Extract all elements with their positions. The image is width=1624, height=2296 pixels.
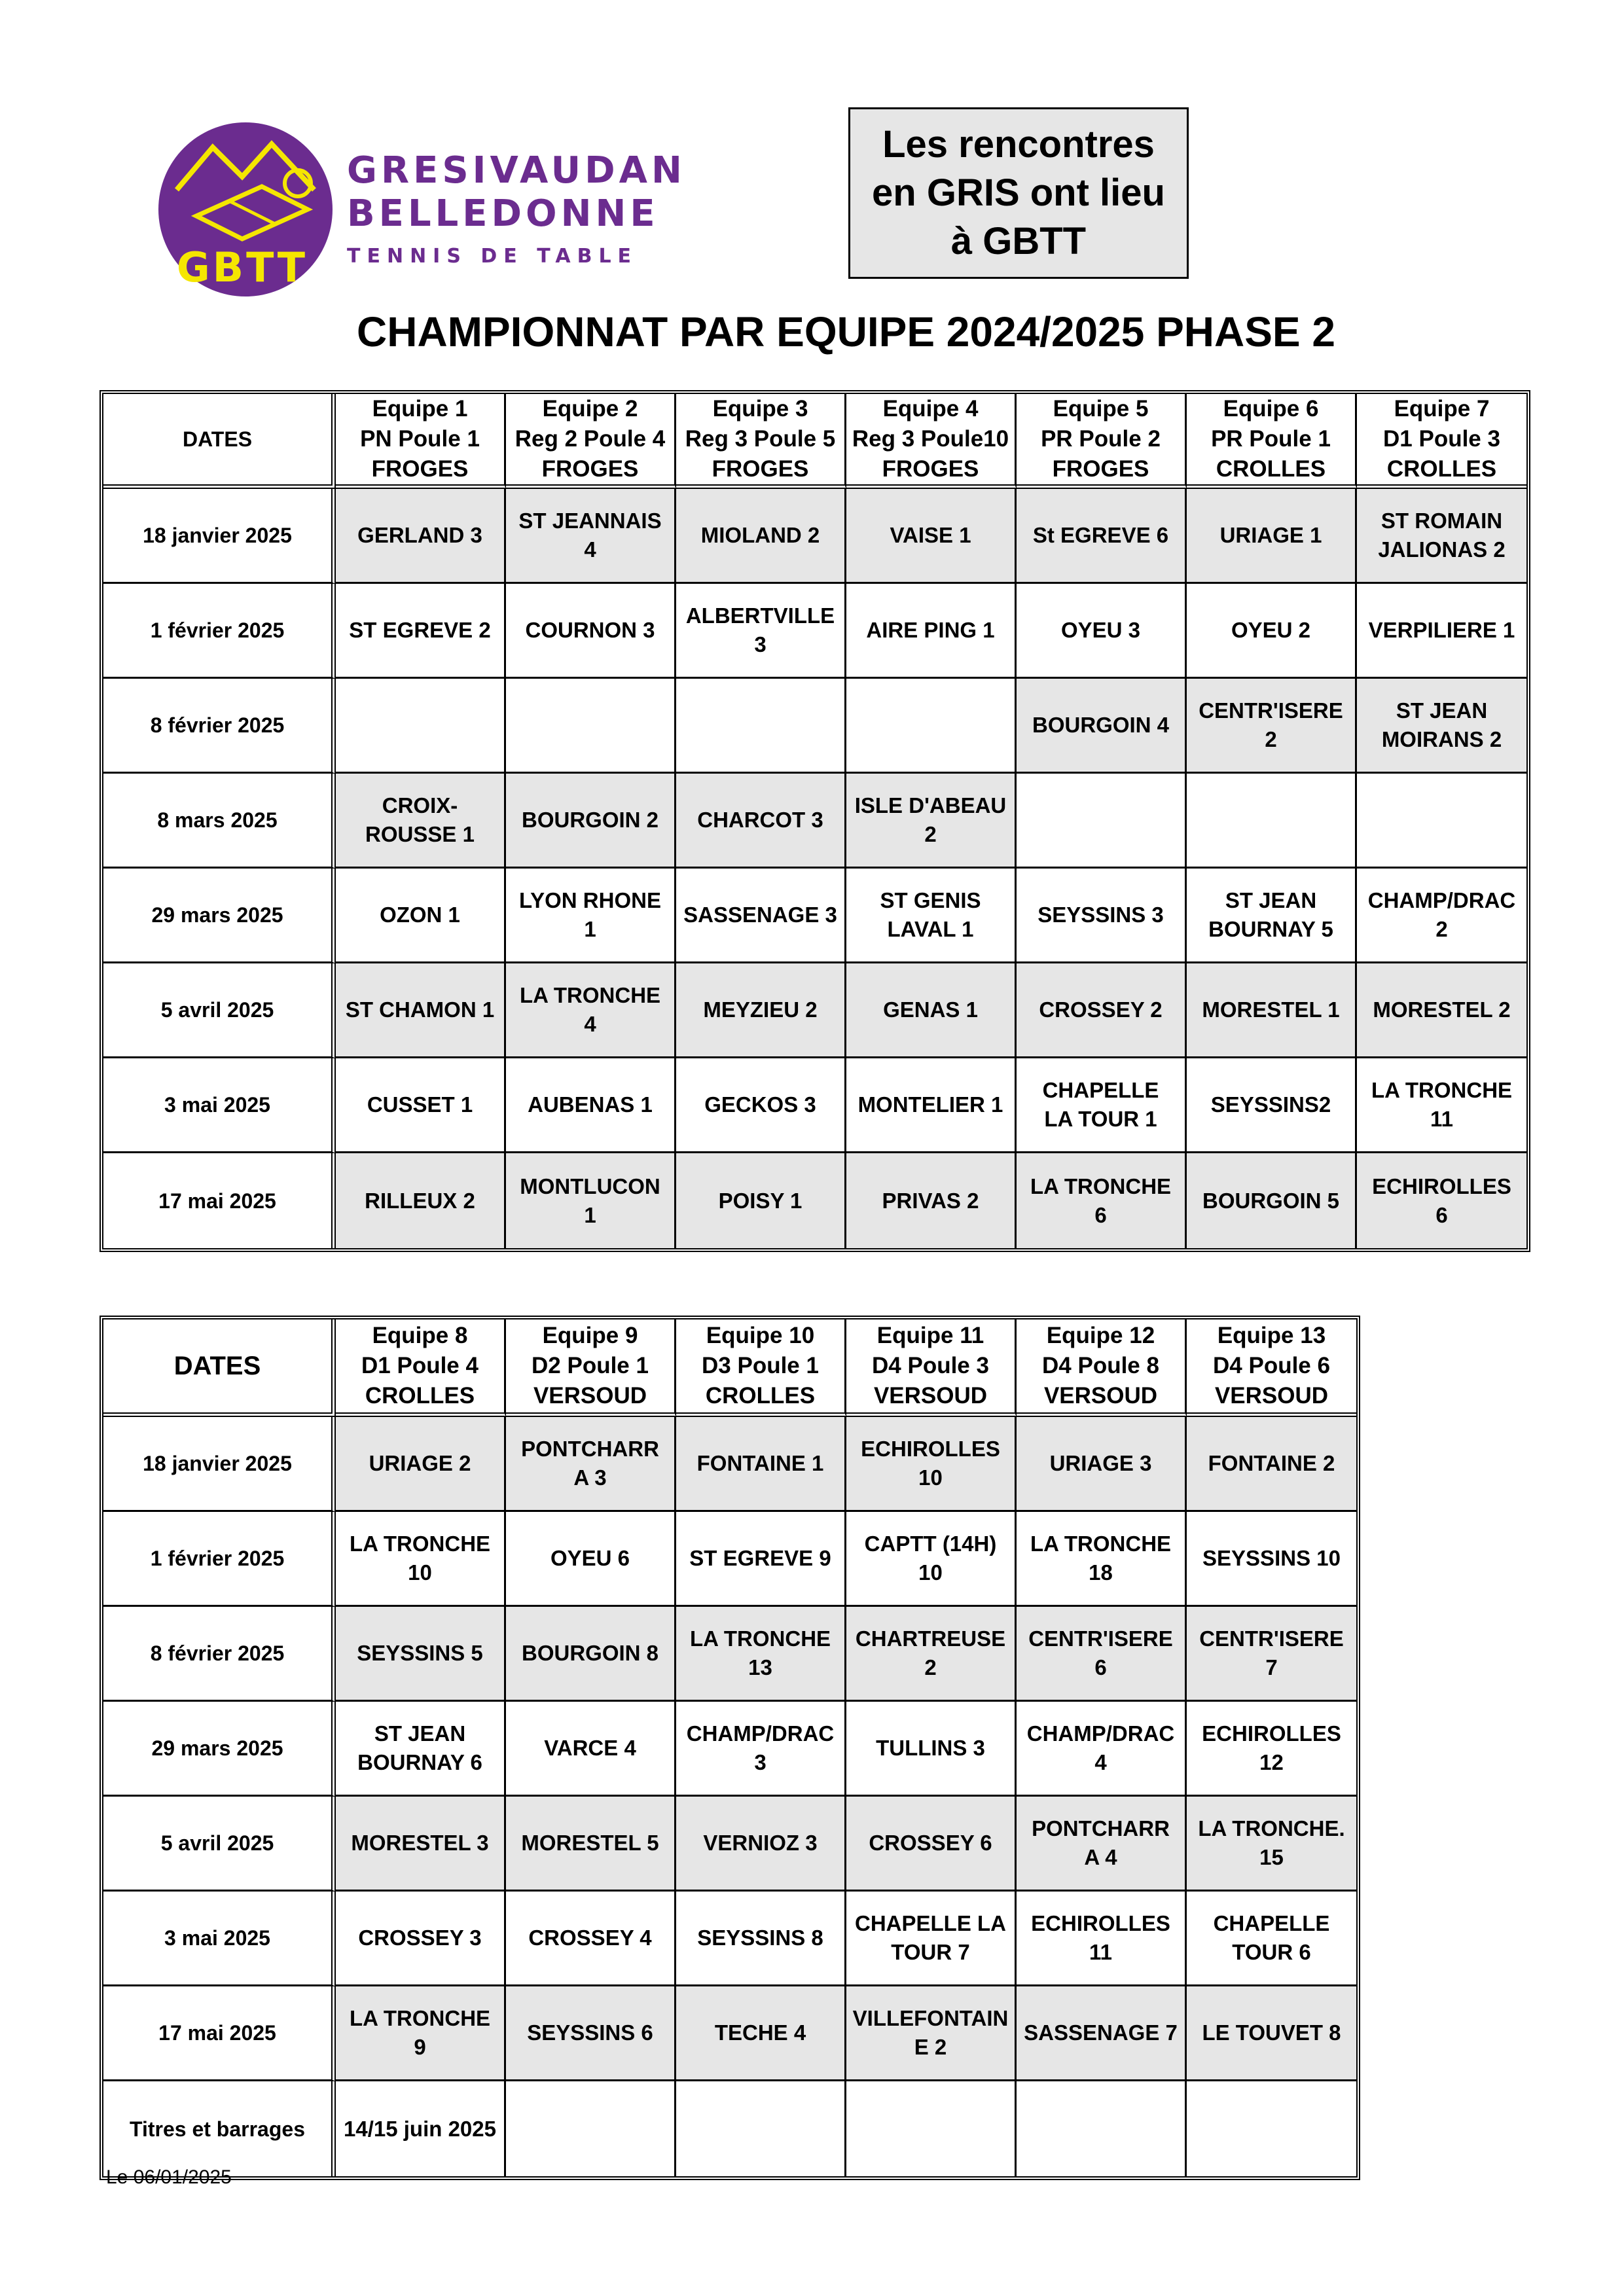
opponent-cell: St EGREVE 6 bbox=[1017, 489, 1187, 584]
opponent-cell: URIAGE 2 bbox=[336, 1417, 506, 1512]
logo-line-3: TENNIS DE TABLE bbox=[347, 245, 638, 268]
opponent-cell: MEYZIEU 2 bbox=[676, 963, 846, 1058]
opponent-cell: TECHE 4 bbox=[676, 1986, 846, 2081]
opponent-cell: MIOLAND 2 bbox=[676, 489, 846, 584]
opponent-cell: CROSSEY 2 bbox=[1017, 963, 1187, 1058]
opponent-cell: SASSENAGE 3 bbox=[676, 869, 846, 963]
opponent-cell: LYON RHONE 1 bbox=[506, 869, 676, 963]
team-header: Equipe 4 Reg 3 Poule10 FROGES bbox=[846, 394, 1017, 489]
opponent-cell: LA TRONCHE 13 bbox=[676, 1607, 846, 1702]
page-title: CHAMPIONNAT PAR EQUIPE 2024/2025 PHASE 2 bbox=[357, 308, 1335, 355]
opponent-cell: OYEU 3 bbox=[1017, 584, 1187, 679]
opponent-cell: CHAPELLE LA TOUR 1 bbox=[1017, 1058, 1187, 1153]
table-row bbox=[103, 1702, 1356, 1797]
table-row bbox=[103, 679, 1526, 774]
opponent-cell: MONTLUCON 1 bbox=[506, 1153, 676, 1248]
match-date: 29 mars 2025 bbox=[103, 869, 336, 963]
opponent-cell: BOURGOIN 2 bbox=[506, 774, 676, 869]
match-date: 8 mars 2025 bbox=[103, 774, 336, 869]
opponent-cell: ST GENIS LAVAL 1 bbox=[846, 869, 1017, 963]
logo-line-1: GRESIVAUDAN bbox=[347, 149, 686, 192]
opponent-cell: LA TRONCHE 9 bbox=[336, 1986, 506, 2081]
opponent-cell: CROSSEY 4 bbox=[506, 1892, 676, 1986]
opponent-cell bbox=[506, 679, 676, 774]
team-header: Equipe 8 D1 Poule 4 CROLLES bbox=[336, 1319, 506, 1417]
opponent-cell: ST JEAN MOIRANS 2 bbox=[1357, 679, 1526, 774]
opponent-cell: CAPTT (14H) 10 bbox=[846, 1512, 1017, 1607]
table-row bbox=[103, 2081, 1356, 2176]
opponent-cell bbox=[676, 2081, 846, 2176]
opponent-cell: SEYSSINS 5 bbox=[336, 1607, 506, 1702]
opponent-cell: SEYSSINS 8 bbox=[676, 1892, 846, 1986]
opponent-cell: COURNON 3 bbox=[506, 584, 676, 679]
opponent-cell: 14/15 juin 2025 bbox=[336, 2081, 506, 2176]
opponent-cell: URIAGE 3 bbox=[1017, 1417, 1187, 1512]
dates-header: DATES bbox=[103, 1319, 336, 1417]
match-date: Titres et barrages bbox=[103, 2081, 336, 2176]
opponent-cell: LA TRONCHE 6 bbox=[1017, 1153, 1187, 1248]
table-row bbox=[103, 584, 1526, 679]
opponent-cell: LA TRONCHE 18 bbox=[1017, 1512, 1187, 1607]
opponent-cell: SEYSSINS 3 bbox=[1017, 869, 1187, 963]
opponent-cell: ST EGREVE 9 bbox=[676, 1512, 846, 1607]
opponent-cell: ST JEANNAIS 4 bbox=[506, 489, 676, 584]
opponent-cell: SEYSSINS2 bbox=[1187, 1058, 1357, 1153]
schedule-table-1 bbox=[99, 390, 1530, 1252]
match-date: 29 mars 2025 bbox=[103, 1702, 336, 1797]
opponent-cell: ST ROMAIN JALIONAS 2 bbox=[1357, 489, 1526, 584]
opponent-cell: ECHIROLLES 10 bbox=[846, 1417, 1017, 1512]
match-date: 3 mai 2025 bbox=[103, 1892, 336, 1986]
opponent-cell: GERLAND 3 bbox=[336, 489, 506, 584]
opponent-cell: OZON 1 bbox=[336, 869, 506, 963]
match-date: 17 mai 2025 bbox=[103, 1986, 336, 2081]
table-row bbox=[103, 869, 1526, 963]
opponent-cell bbox=[1187, 774, 1357, 869]
opponent-cell: ST CHAMON 1 bbox=[336, 963, 506, 1058]
opponent-cell bbox=[846, 679, 1017, 774]
opponent-cell: PONTCHARR A 4 bbox=[1017, 1797, 1187, 1892]
match-date: 5 avril 2025 bbox=[103, 963, 336, 1058]
gbtt-notice-box: Les rencontres en GRIS ont lieu à GBTT bbox=[848, 107, 1189, 279]
opponent-cell: LA TRONCHE. 15 bbox=[1187, 1797, 1356, 1892]
opponent-cell: CROSSEY 3 bbox=[336, 1892, 506, 1986]
match-date: 18 janvier 2025 bbox=[103, 1417, 336, 1512]
opponent-cell: BOURGOIN 8 bbox=[506, 1607, 676, 1702]
opponent-cell: SEYSSINS 10 bbox=[1187, 1512, 1356, 1607]
opponent-cell: MORESTEL 2 bbox=[1357, 963, 1526, 1058]
opponent-cell: VAISE 1 bbox=[846, 489, 1017, 584]
table-row bbox=[103, 489, 1526, 584]
team-header: Equipe 13 D4 Poule 6 VERSOUD bbox=[1187, 1319, 1356, 1417]
opponent-cell: BOURGOIN 4 bbox=[1017, 679, 1187, 774]
team-header: Equipe 9 D2 Poule 1 VERSOUD bbox=[506, 1319, 676, 1417]
opponent-cell: GECKOS 3 bbox=[676, 1058, 846, 1153]
opponent-cell: CHAMP/DRAC 2 bbox=[1357, 869, 1526, 963]
opponent-cell: CROSSEY 6 bbox=[846, 1797, 1017, 1892]
opponent-cell: ST EGREVE 2 bbox=[336, 584, 506, 679]
opponent-cell: LA TRONCHE 11 bbox=[1357, 1058, 1526, 1153]
opponent-cell: ST JEAN BOURNAY 5 bbox=[1187, 869, 1357, 963]
table-row bbox=[103, 1986, 1356, 2081]
opponent-cell: ECHIROLLES 6 bbox=[1357, 1153, 1526, 1248]
logo-wordmark bbox=[347, 149, 686, 268]
opponent-cell bbox=[1017, 2081, 1187, 2176]
opponent-cell: OYEU 2 bbox=[1187, 584, 1357, 679]
team-header: Equipe 1 PN Poule 1 FROGES bbox=[336, 394, 506, 489]
opponent-cell: CHAMP/DRAC 4 bbox=[1017, 1702, 1187, 1797]
opponent-cell: CROIX- ROUSSE 1 bbox=[336, 774, 506, 869]
table-row bbox=[103, 1892, 1356, 1986]
opponent-cell: TULLINS 3 bbox=[846, 1702, 1017, 1797]
table-row bbox=[103, 774, 1526, 869]
team-header: Equipe 6 PR Poule 1 CROLLES bbox=[1187, 394, 1357, 489]
team-header: Equipe 7 D1 Poule 3 CROLLES bbox=[1357, 394, 1526, 489]
opponent-cell: ECHIROLLES 11 bbox=[1017, 1892, 1187, 1986]
logo-emblem-icon bbox=[151, 118, 347, 301]
opponent-cell bbox=[846, 2081, 1017, 2176]
match-date: 8 février 2025 bbox=[103, 679, 336, 774]
opponent-cell: VERNIOZ 3 bbox=[676, 1797, 846, 1892]
opponent-cell: LA TRONCHE 10 bbox=[336, 1512, 506, 1607]
opponent-cell: FONTAINE 1 bbox=[676, 1417, 846, 1512]
opponent-cell: CHAPELLE LA TOUR 7 bbox=[846, 1892, 1017, 1986]
opponent-cell: CENTR'ISERE 6 bbox=[1017, 1607, 1187, 1702]
svg-text:GBTT: GBTT bbox=[176, 243, 308, 291]
opponent-cell: URIAGE 1 bbox=[1187, 489, 1357, 584]
opponent-cell: LA TRONCHE 4 bbox=[506, 963, 676, 1058]
opponent-cell: OYEU 6 bbox=[506, 1512, 676, 1607]
opponent-cell: MORESTEL 1 bbox=[1187, 963, 1357, 1058]
opponent-cell: FONTAINE 2 bbox=[1187, 1417, 1356, 1512]
team-header: Equipe 3 Reg 3 Poule 5 FROGES bbox=[676, 394, 846, 489]
match-date: 1 février 2025 bbox=[103, 1512, 336, 1607]
opponent-cell: ST JEAN BOURNAY 6 bbox=[336, 1702, 506, 1797]
opponent-cell: CUSSET 1 bbox=[336, 1058, 506, 1153]
opponent-cell bbox=[1357, 774, 1526, 869]
opponent-cell: VARCE 4 bbox=[506, 1702, 676, 1797]
opponent-cell bbox=[676, 679, 846, 774]
table-header-row bbox=[103, 1319, 1356, 1417]
opponent-cell: MORESTEL 3 bbox=[336, 1797, 506, 1892]
opponent-cell: ISLE D'ABEAU 2 bbox=[846, 774, 1017, 869]
opponent-cell bbox=[1187, 2081, 1356, 2176]
opponent-cell: ECHIROLLES 12 bbox=[1187, 1702, 1356, 1797]
table-row bbox=[103, 963, 1526, 1058]
opponent-cell: SEYSSINS 6 bbox=[506, 1986, 676, 2081]
schedule-table-2 bbox=[99, 1316, 1360, 2180]
opponent-cell: AIRE PING 1 bbox=[846, 584, 1017, 679]
logo-line-2: BELLEDONNE bbox=[347, 192, 659, 235]
match-date: 18 janvier 2025 bbox=[103, 489, 336, 584]
table-row bbox=[103, 1058, 1526, 1153]
opponent-cell: AUBENAS 1 bbox=[506, 1058, 676, 1153]
team-header: Equipe 10 D3 Poule 1 CROLLES bbox=[676, 1319, 846, 1417]
club-logo bbox=[151, 118, 686, 301]
table-row bbox=[103, 1417, 1356, 1512]
opponent-cell: CENTR'ISERE 7 bbox=[1187, 1607, 1356, 1702]
opponent-cell: CENTR'ISERE 2 bbox=[1187, 679, 1357, 774]
match-date: 1 février 2025 bbox=[103, 584, 336, 679]
dates-header: DATES bbox=[103, 394, 336, 489]
opponent-cell: VILLEFONTAIN E 2 bbox=[846, 1986, 1017, 2081]
opponent-cell bbox=[506, 2081, 676, 2176]
opponent-cell: PRIVAS 2 bbox=[846, 1153, 1017, 1248]
match-date: 17 mai 2025 bbox=[103, 1153, 336, 1248]
table-row bbox=[103, 1797, 1356, 1892]
opponent-cell: CHARCOT 3 bbox=[676, 774, 846, 869]
opponent-cell: PONTCHARR A 3 bbox=[506, 1417, 676, 1512]
team-header: Equipe 2 Reg 2 Poule 4 FROGES bbox=[506, 394, 676, 489]
opponent-cell: CHAPELLE TOUR 6 bbox=[1187, 1892, 1356, 1986]
opponent-cell bbox=[336, 679, 506, 774]
opponent-cell: CHAMP/DRAC 3 bbox=[676, 1702, 846, 1797]
match-date: 8 février 2025 bbox=[103, 1607, 336, 1702]
table-row bbox=[103, 1607, 1356, 1702]
opponent-cell: POISY 1 bbox=[676, 1153, 846, 1248]
opponent-cell: LE TOUVET 8 bbox=[1187, 1986, 1356, 2081]
table-row bbox=[103, 1512, 1356, 1607]
team-header: Equipe 12 D4 Poule 8 VERSOUD bbox=[1017, 1319, 1187, 1417]
opponent-cell: GENAS 1 bbox=[846, 963, 1017, 1058]
team-header: Equipe 11 D4 Poule 3 VERSOUD bbox=[846, 1319, 1017, 1417]
opponent-cell bbox=[1017, 774, 1187, 869]
opponent-cell: CHARTREUSE 2 bbox=[846, 1607, 1017, 1702]
match-date: 3 mai 2025 bbox=[103, 1058, 336, 1153]
opponent-cell: SASSENAGE 7 bbox=[1017, 1986, 1187, 2081]
opponent-cell: ALBERTVILLE 3 bbox=[676, 584, 846, 679]
opponent-cell: VERPILIERE 1 bbox=[1357, 584, 1526, 679]
team-header: Equipe 5 PR Poule 2 FROGES bbox=[1017, 394, 1187, 489]
opponent-cell: RILLEUX 2 bbox=[336, 1153, 506, 1248]
table-row bbox=[103, 1153, 1526, 1248]
date-footer: Le 06/01/2025 bbox=[106, 2166, 232, 2188]
opponent-cell: MONTELIER 1 bbox=[846, 1058, 1017, 1153]
table-header-row bbox=[103, 394, 1526, 489]
opponent-cell: MORESTEL 5 bbox=[506, 1797, 676, 1892]
opponent-cell: BOURGOIN 5 bbox=[1187, 1153, 1357, 1248]
match-date: 5 avril 2025 bbox=[103, 1797, 336, 1892]
